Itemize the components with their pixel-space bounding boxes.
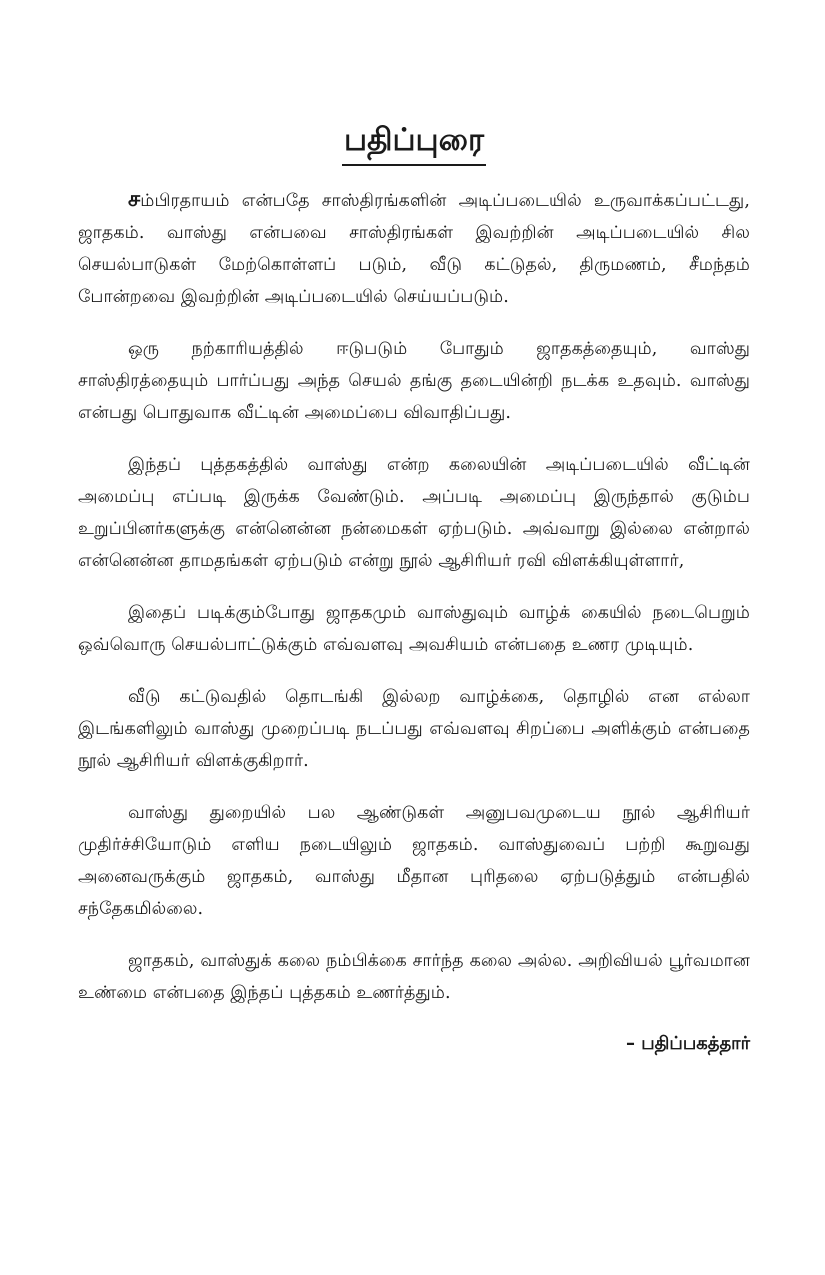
paragraph-1: [78, 184, 750, 313]
preface-page: [78, 118, 750, 1059]
paragraph-1-lead-letter: ச: [128, 187, 141, 212]
paragraph-4: இதைப் படிக்கும்போது ஜாதகமும் வாஸ்துவும் வாழ்க் கையில் நடைபெறும் ஒவ்வொரு செயல்பாட்டுக்கும் எவ்வளவு அவசியம் என்பதை உணர முடியும்.: [78, 603, 750, 655]
paragraph-2: ஒரு நற்காரியத்தில் ஈடுபடும் போதும் ஜாதகத்தையும், வாஸ்து சாஸ்திரத்தையும் பார்ப்பது அந்த செயல் தங்கு தடையின்றி நடக்க உதவும். வாஸ்து என்பது பொதுவாக வீட்டின் அமைப்பை விவாதிப்பது.: [78, 339, 750, 423]
page-title: பதிப்புரை: [342, 118, 486, 166]
signature: – பதிப்பகத்தார்: [626, 1033, 750, 1054]
paragraph-5: வீடு கட்டுவதில் தொடங்கி இல்லற வாழ்க்கை, தொழில் என எல்லா இடங்களிலும் வாஸ்து முறைப்படி நடப்பது எவ்வளவு சிறப்பை அளிக்கும் என்பதை நூல் ஆசிரியர் விளக்குகிறார்.: [78, 687, 750, 771]
title-wrap: [78, 118, 750, 166]
paragraph-1-text: ம்பிரதாயம் என்பதே சாஸ்திரங்களின் அடிப்படையில் உருவாக்கப்பட்டது, ஜாதகம். வாஸ்து என்பவை சாஸ்திரங்கள் இவற்றின் அடிப்படையில் சில செயல்பாடுகள் மேற்கொள்ளப் படும், வீடு கட்டுதல், திருமணம், சீமந்தம் போன்றவை இவற்றின் அடிப்படையில் செய்யப்படும்.: [78, 191, 750, 307]
paragraph-7: ஜாதகம், வாஸ்துக் கலை நம்பிக்கை சார்ந்த கலை அல்ல. அறிவியல் பூர்வமான உண்மை என்பதை இந்தப் புத்தகம் உணர்த்தும்.: [78, 951, 750, 1003]
paragraph-3: இந்தப் புத்தகத்தில் வாஸ்து என்ற கலையின் அடிப்படையில் வீட்டின் அமைப்பு எப்படி இருக்க வேண்டும். அப்படி அமைப்பு இருந்தால் குடும்ப உறுப்பினர்களுக்கு என்னென்ன நன்மைகள் ஏற்படும். அவ்வாறு இல்லை என்றால் என்னென்ன தாமதங்கள் ஏற்படும் என்று நூல் ஆசிரியர் ரவி விளக்கியுள்ளார்,: [78, 455, 750, 571]
paragraph-6: வாஸ்து துறையில் பல ஆண்டுகள் அனுபவமுடைய நூல் ஆசிரியர் முதிர்ச்சியோடும் எளிய நடையிலும் ஜாதகம். வாஸ்துவைப் பற்றி கூறுவது அனைவருக்கும் ஜாதகம், வாஸ்து மீதான புரிதலை ஏற்படுத்தும் என்பதில் சந்தேகமில்லை.: [78, 803, 750, 919]
